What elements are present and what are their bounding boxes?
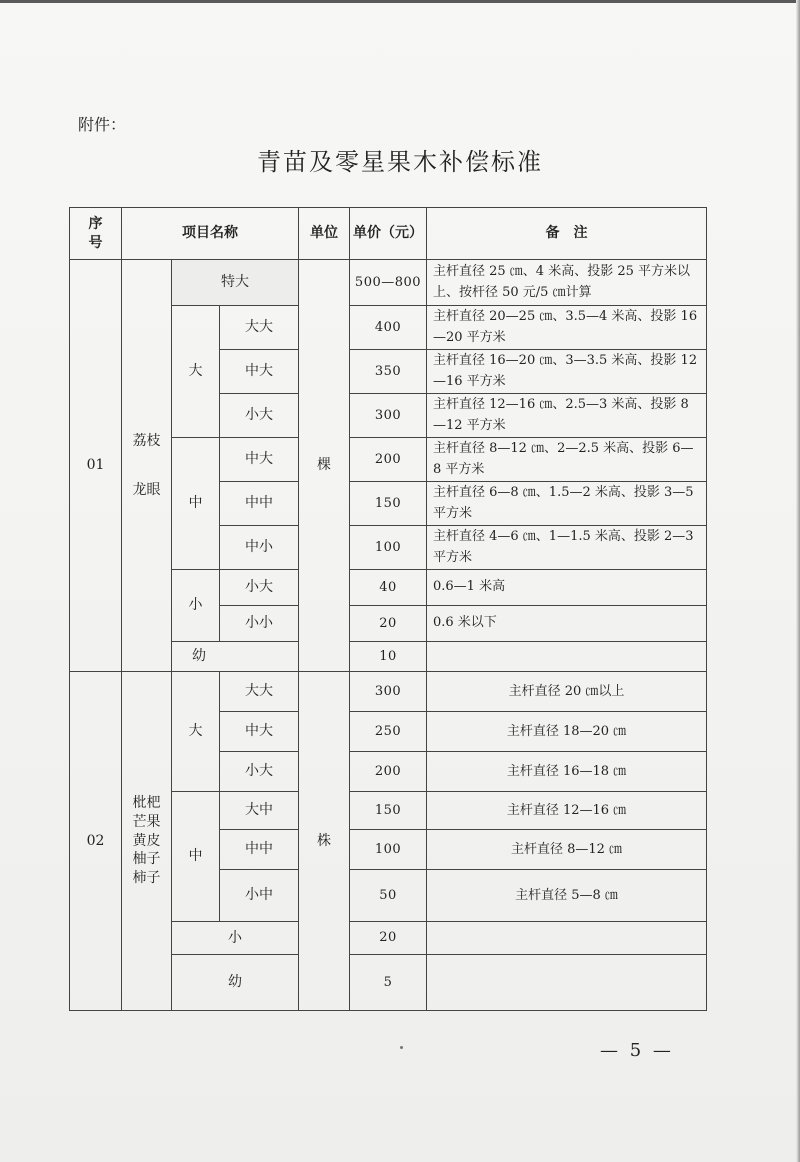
price-cell: 400 (350, 306, 427, 350)
size-mid-cell: 中 (172, 438, 220, 570)
note-cell: 主杆直径 8—12 ㎝、2—2.5 米高、投影 6—8 平方米 (427, 438, 707, 482)
price-cell: 150 (350, 792, 427, 830)
price-cell: 5 (350, 955, 427, 1011)
grade-cell: 小小 (220, 606, 299, 642)
price-cell: 200 (350, 438, 427, 482)
price-cell: 250 (350, 712, 427, 752)
group02-name: 枇杷 芒果 黄皮 柚子 柿子 (122, 672, 172, 1011)
note-cell: 主杆直径 20—25 ㎝、3.5—4 米高、投影 16—20 平方米 (427, 306, 707, 350)
note-cell (427, 955, 707, 1011)
attachment-label: 附件： (78, 115, 127, 134)
size-large-cell: 大 (172, 672, 220, 792)
group01-seq: 01 (70, 260, 122, 672)
grade-cell: 中中 (220, 482, 299, 526)
group02-unit: 株 (299, 672, 350, 1011)
grade-cell: 小大 (220, 394, 299, 438)
header-seq: 序号 (70, 208, 122, 260)
group02-seq: 02 (70, 672, 122, 1011)
price-cell: 20 (350, 922, 427, 955)
note-cell: 0.6—1 米高 (427, 570, 707, 606)
grade-cell: 特大 (172, 260, 299, 306)
grade-cell: 小中 (220, 870, 299, 922)
group01-name: 荔枝 龙眼 (122, 260, 172, 672)
grade-cell: 大大 (220, 306, 299, 350)
scan-top-edge (0, 0, 800, 3)
size-mid-cell: 中 (172, 792, 220, 922)
note-cell: 主杆直径 12—16 ㎝、2.5—3 米高、投影 8—12 平方米 (427, 394, 707, 438)
grade-cell: 大中 (220, 792, 299, 830)
header-unit: 单位 (299, 208, 350, 260)
note-cell: 主杆直径 12—16 ㎝ (427, 792, 707, 830)
note-cell (427, 642, 707, 672)
table-row (70, 672, 707, 712)
compensation-table (69, 207, 707, 1011)
note-cell: 主杆直径 20 ㎝以上 (427, 672, 707, 712)
size-small-cell: 小 (172, 570, 220, 642)
page-number: — 5 — (600, 1040, 674, 1061)
note-cell: 主杆直径 6—8 ㎝、1.5—2 米高、投影 3—5 平方米 (427, 482, 707, 526)
note-cell: 主杆直径 4—6 ㎝、1—1.5 米高、投影 2—3 平方米 (427, 526, 707, 570)
grade-cell: 中大 (220, 350, 299, 394)
note-cell: 主杆直径 16—20 ㎝、3—3.5 米高、投影 12—16 平方米 (427, 350, 707, 394)
price-cell: 20 (350, 606, 427, 642)
price-cell: 50 (350, 870, 427, 922)
table-row (70, 260, 707, 306)
header-note: 备 注 (427, 208, 707, 260)
price-cell: 300 (350, 394, 427, 438)
price-cell: 200 (350, 752, 427, 792)
header-price: 单价（元） (350, 208, 427, 260)
document-title: 青苗及零星果木补偿标准 (257, 148, 543, 176)
grade-cell: 小大 (220, 752, 299, 792)
note-cell: 0.6 米以下 (427, 606, 707, 642)
grade-cell: 中小 (220, 526, 299, 570)
grade-cell: 幼 (172, 955, 299, 1011)
price-cell: 150 (350, 482, 427, 526)
grade-cell: 中大 (220, 712, 299, 752)
price-cell: 100 (350, 830, 427, 870)
group01-unit: 棵 (299, 260, 350, 672)
note-cell (427, 922, 707, 955)
note-cell: 主杆直径 5—8 ㎝ (427, 870, 707, 922)
price-cell: 350 (350, 350, 427, 394)
grade-cell: 大大 (220, 672, 299, 712)
grade-cell: 幼 (172, 642, 299, 672)
grade-cell: 小大 (220, 570, 299, 606)
header-item-name: 项目名称 (122, 208, 299, 260)
price-cell: 10 (350, 642, 427, 672)
table-header-row (70, 208, 707, 260)
price-cell: 100 (350, 526, 427, 570)
grade-cell: 小 (172, 922, 299, 955)
note-cell: 主杆直径 25 ㎝、4 米高、投影 25 平方米以上、按杆径 50 元/5 ㎝计算 (427, 260, 707, 306)
price-cell: 300 (350, 672, 427, 712)
price-cell: 40 (350, 570, 427, 606)
note-cell: 主杆直径 8—12 ㎝ (427, 830, 707, 870)
price-cell: 500—800 (350, 260, 427, 306)
note-cell: 主杆直径 16—18 ㎝ (427, 752, 707, 792)
size-large-cell: 大 (172, 306, 220, 438)
grade-cell: 中中 (220, 830, 299, 870)
scan-speck (400, 1046, 403, 1049)
grade-cell: 中大 (220, 438, 299, 482)
note-cell: 主杆直径 18—20 ㎝ (427, 712, 707, 752)
